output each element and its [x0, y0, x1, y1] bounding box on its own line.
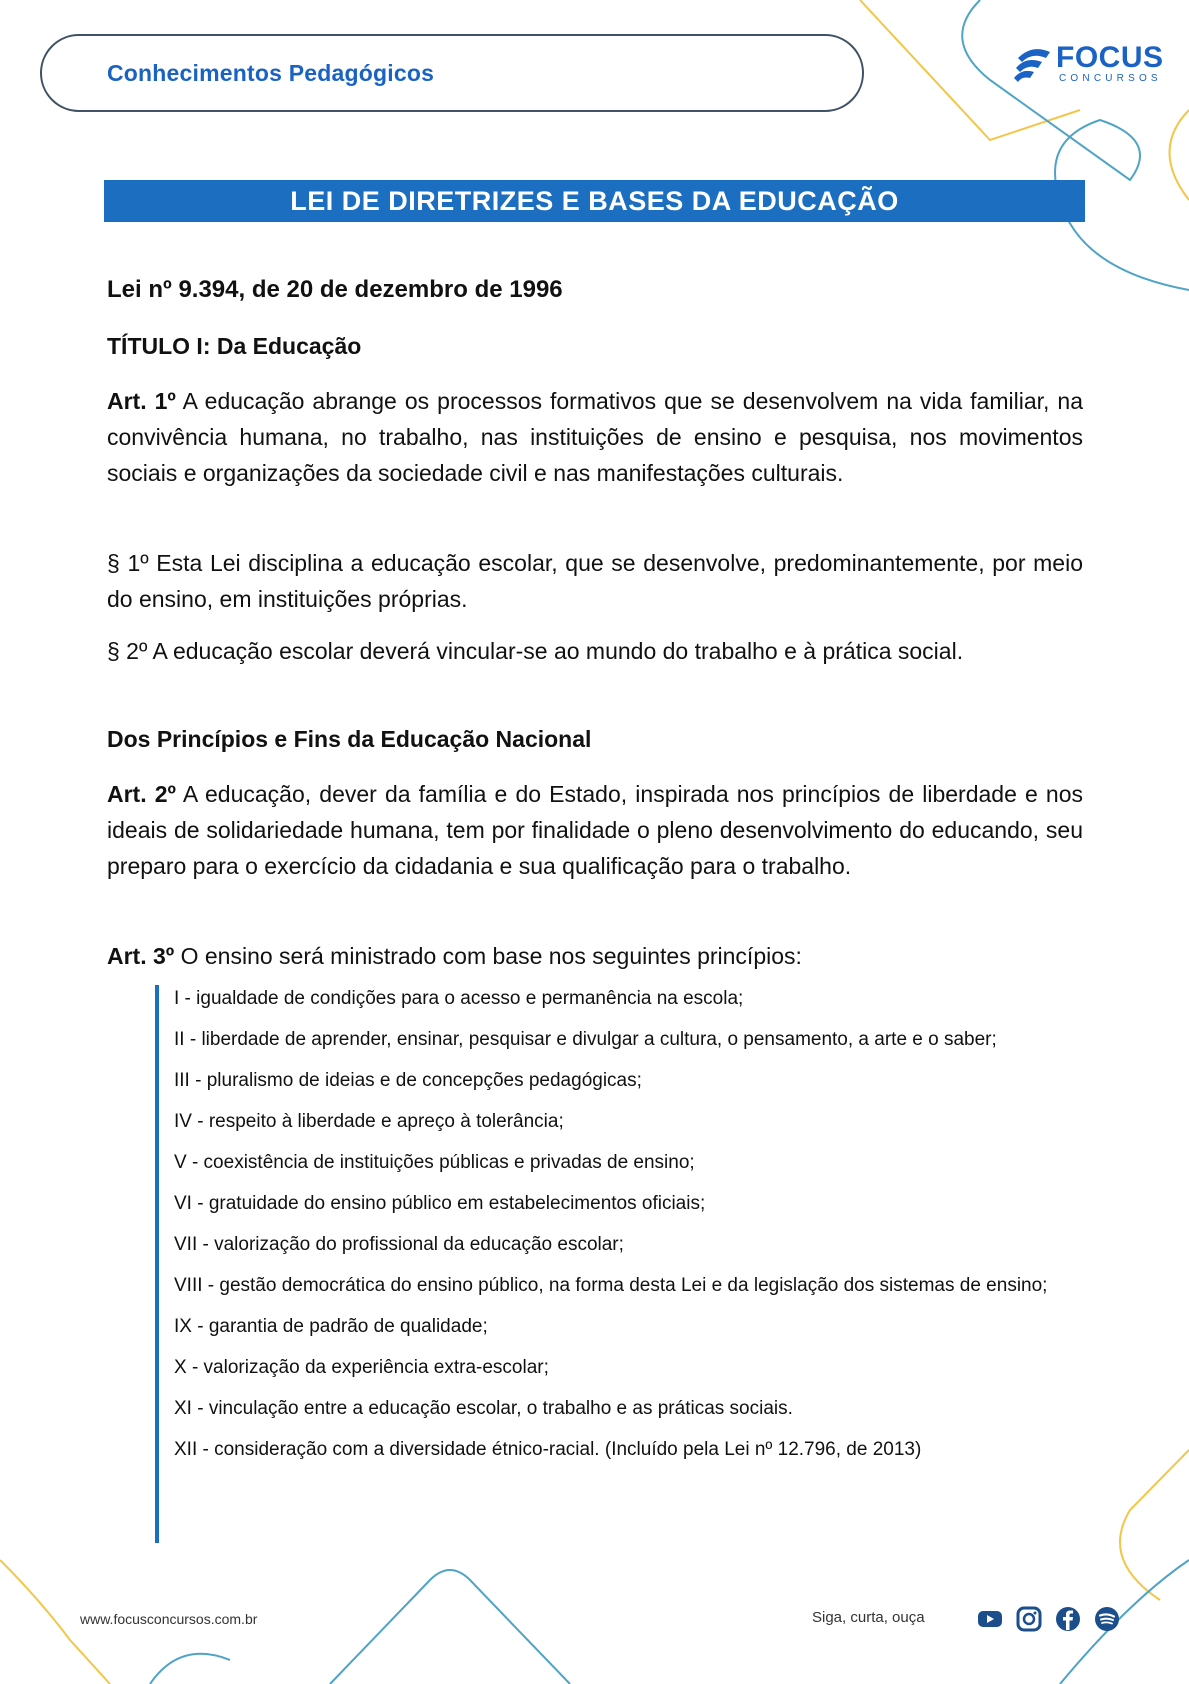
focus-logo[interactable]: [1012, 42, 1172, 88]
logo-word: FOCUS: [1056, 41, 1164, 74]
title-heading: TÍTULO I: Da Educação: [107, 333, 362, 359]
list-item: VI - gratuidade do ensino público em estabelecimentos oficiais;: [174, 1193, 706, 1214]
article-1-text: A educação abrange os processos formativos que se desenvolvem na vida familiar, na convivência humana, no trabalho, nas instituições de ensino e pesquisa, nos movimentos sociais e organizações da sociedade civil e nas manifestações culturais.: [107, 388, 1083, 486]
footer-follow-text: Siga, curta, ouça: [812, 1609, 925, 1626]
instagram-icon[interactable]: [1016, 1606, 1042, 1632]
focus-logo-icon: [1012, 44, 1054, 86]
list-item: VIII - gestão democrática do ensino público, na forma desta Lei e da legislação dos sistemas de ensino;: [174, 1275, 1048, 1296]
spotify-icon[interactable]: [1094, 1606, 1120, 1632]
footer-website-link[interactable]: www.focusconcursos.com.br: [80, 1611, 258, 1627]
list-item: V - coexistência de instituições públicas e privadas de ensino;: [174, 1152, 695, 1173]
youtube-icon[interactable]: [977, 1606, 1003, 1632]
logo-sub: CONCURSOS: [1059, 73, 1162, 84]
paragraph-1: § 1º Esta Lei disciplina a educação escolar, que se desenvolve, predominantemente, por meio do ensino, em instituições próprias.: [107, 550, 1083, 612]
principles-list: [155, 985, 1083, 1543]
list-item: II - liberdade de aprender, ensinar, pesquisar e divulgar a cultura, o pensamento, a arte e o saber;: [174, 1029, 997, 1050]
header-title: Conhecimentos Pedagógicos: [107, 60, 435, 86]
facebook-icon[interactable]: [1055, 1606, 1081, 1632]
list-item: IX - garantia de padrão de qualidade;: [174, 1316, 488, 1337]
list-item: IV - respeito à liberdade e apreço à tolerância;: [174, 1111, 564, 1132]
list-item: X - valorização da experiência extra-escolar;: [174, 1357, 549, 1378]
article-3: [107, 938, 1083, 974]
list-item: I - igualdade de condições para o acesso e permanência na escola;: [174, 988, 744, 1009]
article-1-label: Art. 1º: [107, 388, 176, 414]
section-heading: Dos Princípios e Fins da Educação Nacional: [107, 726, 592, 752]
list-item: III - pluralismo de ideias e de concepções pedagógicas;: [174, 1070, 642, 1091]
list-item: XI - vinculação entre a educação escolar, o trabalho e as práticas sociais.: [174, 1398, 793, 1419]
article-3-label: Art. 3º: [107, 943, 175, 969]
banner-title: LEI DE DIRETRIZES E BASES DA EDUCAÇÃO: [104, 180, 1085, 222]
list-item: XII - consideração com a diversidade étnico-racial. (Incluído pela Lei nº 12.796, de 2013): [174, 1439, 922, 1460]
article-1: [107, 383, 1083, 491]
article-2: [107, 776, 1083, 884]
article-2-text: A educação, dever da família e do Estado, inspirada nos princípios de liberdade e nos ideais de solidariedade humana, tem por finalidade o pleno desenvolvimento do educando, seu preparo para o exercício da cidadania e sua qualificação para o trabalho.: [107, 781, 1084, 879]
article-2-label: Art. 2º: [107, 781, 176, 807]
article-3-text: O ensino será ministrado com base nos seguintes princípios:: [180, 943, 802, 969]
law-heading: Lei nº 9.394, de 20 de dezembro de 1996: [107, 276, 563, 303]
list-item: VII - valorização do profissional da educação escolar;: [174, 1234, 624, 1255]
paragraph-2: § 2º A educação escolar deverá vincular-se ao mundo do trabalho e à prática social.: [107, 638, 964, 664]
